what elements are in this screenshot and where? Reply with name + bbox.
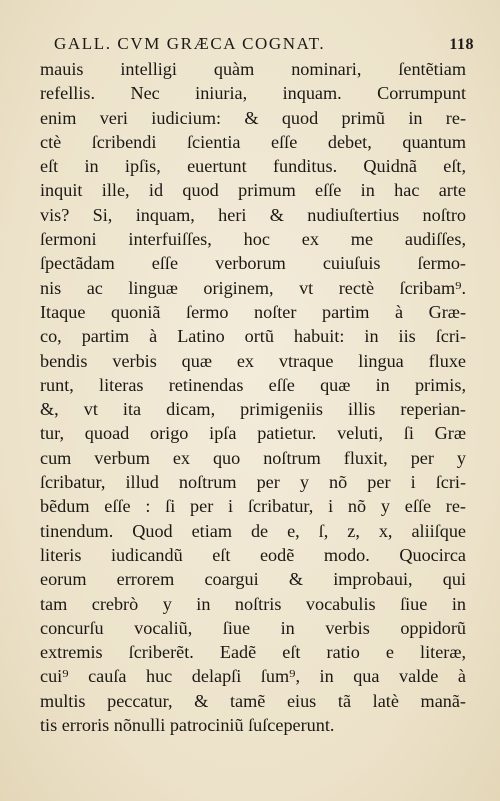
- text-line: inquit ille, id quod primum eſſe in hac arte: [40, 180, 466, 201]
- text-line: cui⁹ cauſa huc delapſi ſum⁹, in qua valde à: [40, 666, 466, 687]
- text-line: eorum errorem coargui & improbaui, qui: [40, 569, 466, 590]
- text-line: ſpectãdam eſſe verborum cuiuſuis ſermo-: [40, 253, 466, 274]
- text-line: multis peccatur, & tamẽ eius tã latè manã-: [40, 690, 466, 711]
- text-line: bendis verbis quæ ex vtraque lingua fluxe: [40, 350, 466, 371]
- text-line: cum verbum ex quo noſtrum fluxit, per y: [40, 447, 466, 468]
- text-line: ctè ſcribendi ſcientia eſſe debet, quantum: [40, 131, 466, 152]
- text-line: eſt in ipſis, euertunt funditus. Quidnã eſt,: [40, 156, 466, 177]
- page-number: 118: [449, 36, 474, 53]
- text-line: bẽdum eſſe : ſi per i ſcribatur, i nõ y eſſe re-: [40, 496, 466, 517]
- text-line: tur, quoad origo ipſa patietur. veluti, ſi Græ: [40, 423, 466, 444]
- text-line: Itaque quoniã ſermo noſter partim à Græ-: [40, 301, 466, 322]
- text-line: mauis intelligi quàm nominari, ſentẽtiam: [40, 59, 466, 79]
- page-header: [54, 34, 474, 58]
- text-line: refellis. Nec iniuria, inquam. Corrumpunt: [40, 83, 466, 104]
- text-line: ſermoni interfuiſſes, hoc ex me audiſſes,: [40, 229, 466, 250]
- text-line: tis erroris nõnulli patrociniũ ſuſceperunt.: [40, 715, 335, 736]
- text-line: literis iudicandũ eſt eodẽ modo. Quocirca: [40, 544, 466, 565]
- text-block: [40, 57, 466, 737]
- running-head: GALL. CVM GRÆCA COGNAT.: [54, 34, 326, 53]
- text-line: extremis ſcriberẽt. Eadẽ eſt ratio e literæ,: [40, 642, 466, 663]
- text-line: nis ac linguæ originem, vt rectè ſcribam⁹.: [40, 277, 466, 298]
- text-line: tinendum. Quod etiam de e, ſ, z, x, aliiſque: [40, 520, 466, 541]
- text-line: concurſu vocaliũ, ſiue in verbis oppidorũ: [40, 617, 466, 638]
- text-line: tam crebrò y in noſtris vocabulis ſiue in: [40, 593, 466, 614]
- text-line: ſcribatur, illud noſtrum per y nõ per i ſcri-: [40, 472, 466, 493]
- text-line: vis? Si, inquam, heri & nudiuſtertius noſtro: [40, 204, 466, 225]
- text-line: runt, literas retinendas eſſe quæ in primis,: [40, 374, 466, 395]
- text-line: co, partim à Latino ortũ habuit: in iis ſcri-: [40, 326, 466, 347]
- text-line: enim veri iudicium: & quod primũ in re-: [40, 107, 466, 128]
- text-line: &, vt ita dicam, primigeniis illis reperian-: [40, 399, 466, 420]
